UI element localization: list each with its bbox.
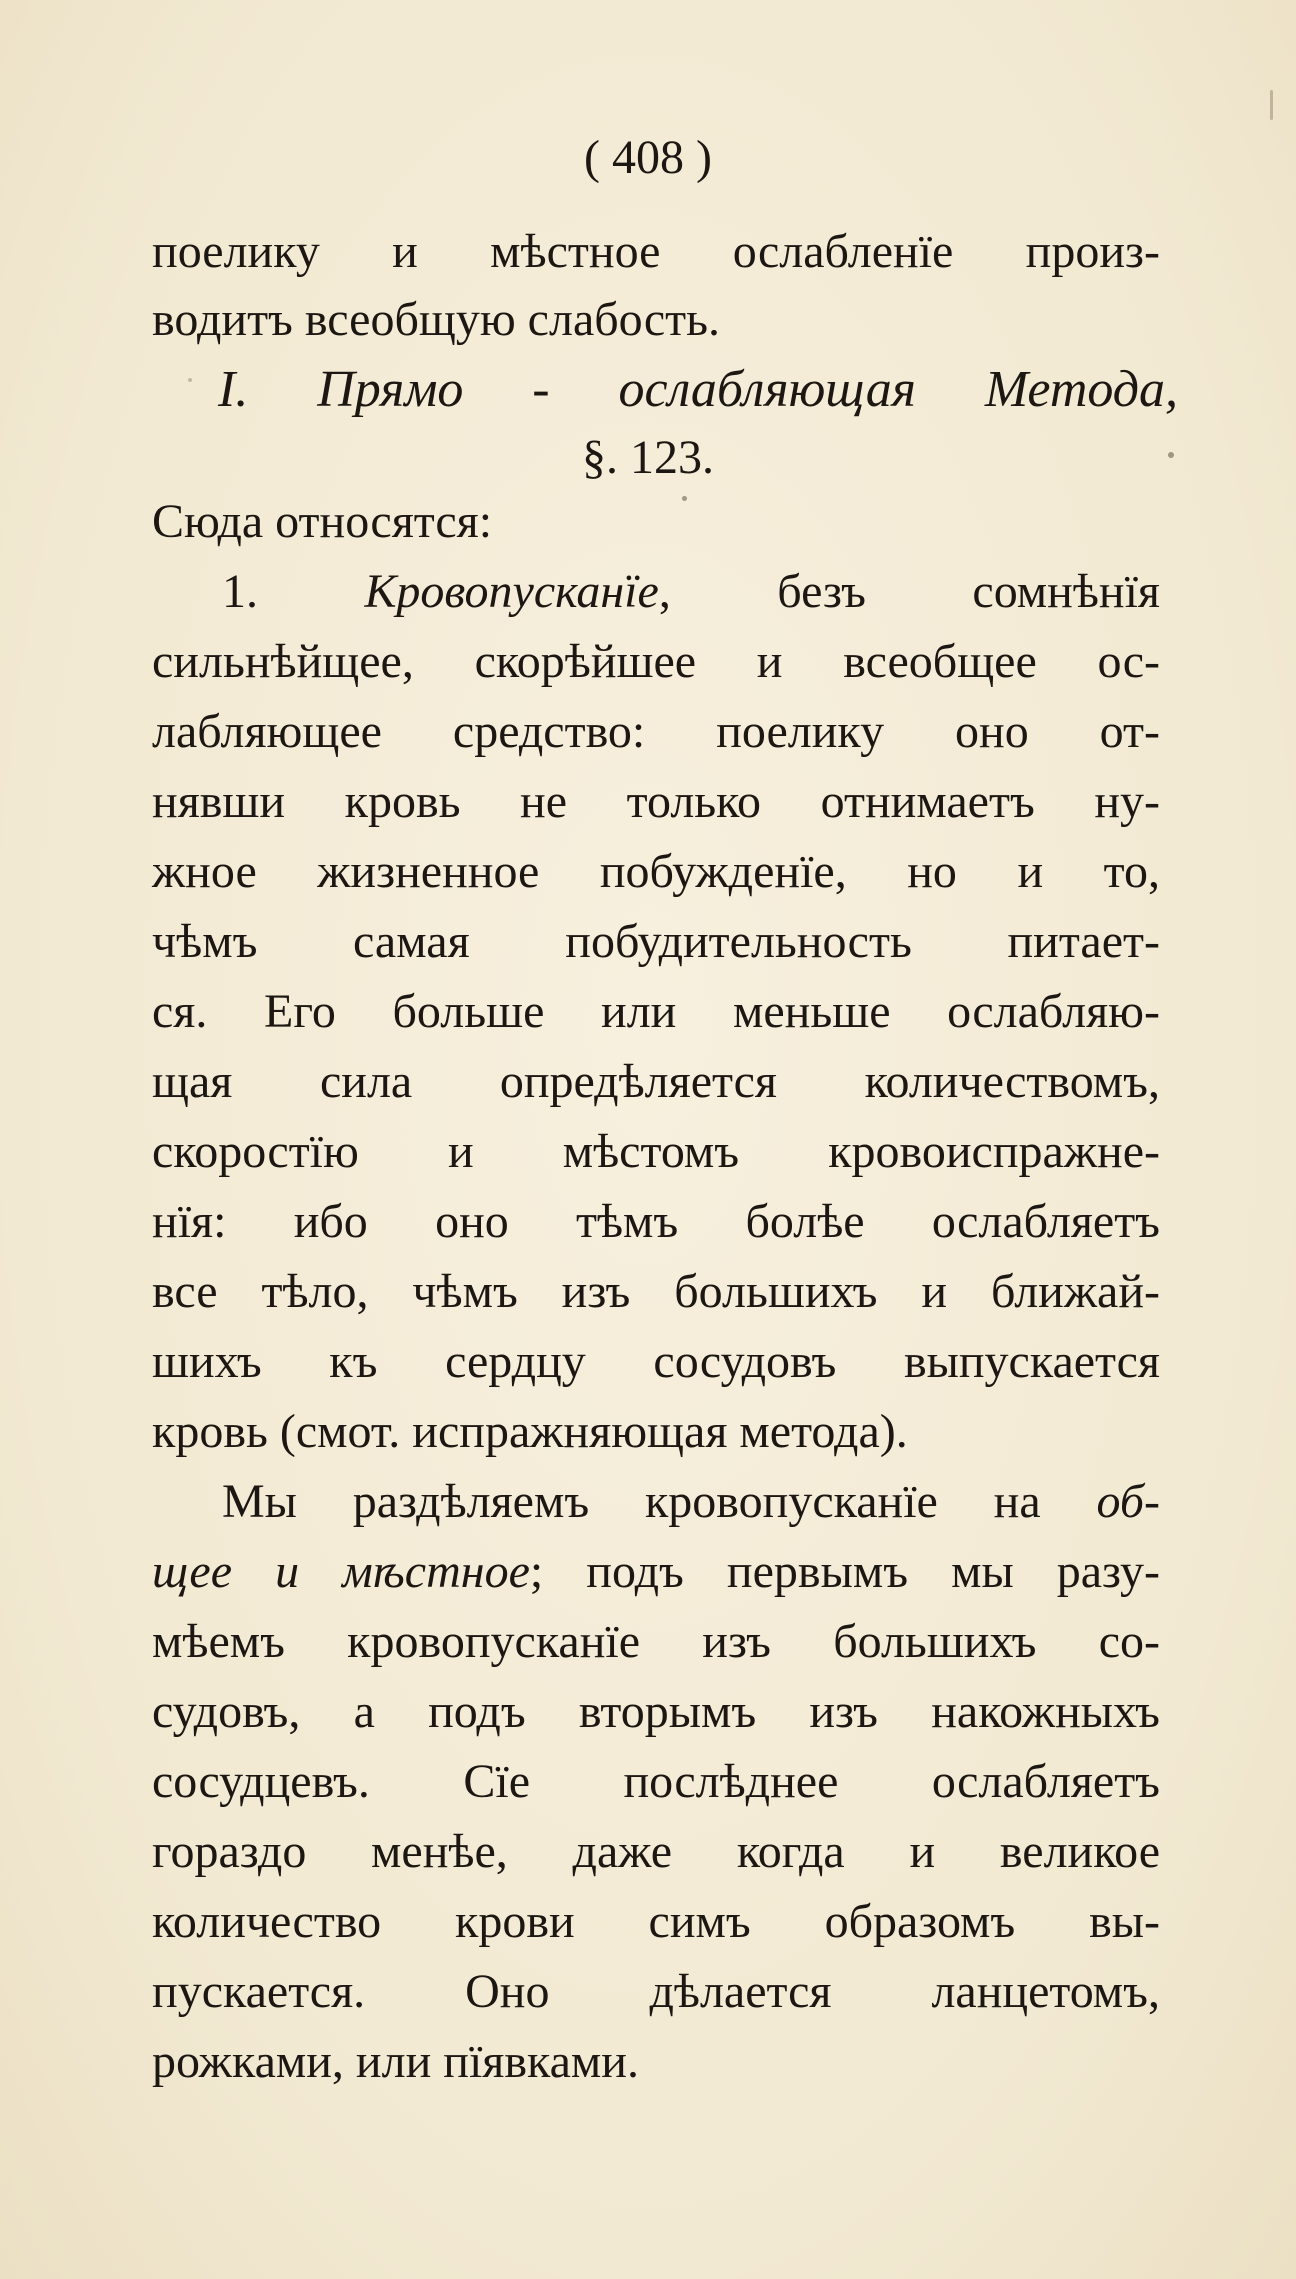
italic-term: щее и мѣстное <box>152 1545 530 1598</box>
ink-speck <box>682 496 687 501</box>
text-line: все тѣло, чѣмъ изъ большихъ и ближай- <box>152 1265 1160 1318</box>
page-number: ( 408 ) <box>584 131 712 184</box>
text-line: Сюда относятся: <box>152 495 493 548</box>
text-line: сильнѣйщее, скорѣйшее и всеобщее ос- <box>152 635 1160 688</box>
text-line: лабляющее средство: поелику оно от- <box>152 705 1160 758</box>
text-line: чѣмъ самая побудительность питает- <box>152 915 1160 968</box>
text-line: нявши кровь не только отнимаетъ ну- <box>152 775 1160 828</box>
paragraph-number: §. 123. <box>582 431 714 484</box>
text-line: шихъ къ сердцу сосудовъ выпускается <box>152 1335 1160 1388</box>
text-line: поелику и мѣстное ослабленїе произ- <box>152 225 1160 278</box>
text-line: рожками, или пїявками. <box>152 2035 639 2088</box>
text-line: количество крови симъ образомъ вы- <box>152 1895 1160 1948</box>
text-line: нїя: ибо оно тѣмъ болѣе ослабляетъ <box>152 1195 1160 1248</box>
italic-term: об- <box>1096 1475 1160 1528</box>
text-line-para-2 <box>222 1472 1160 1532</box>
item-number: 1. <box>222 565 365 618</box>
text-line: сосудцевъ. Сїе послѣднее ослабляетъ <box>152 1755 1160 1808</box>
text-line: пускается. Оно дѣлается ланцетомъ, <box>152 1965 1160 2018</box>
text-line: водитъ всеобщую слабость. <box>152 293 721 346</box>
text-line: кровь (смот. испражняющая метода). <box>152 1405 908 1458</box>
text-segment: Мы раздѣляемъ кровопусканїе на <box>222 1475 1097 1528</box>
text-line: жное жизненное побужденїе, но и то, <box>152 845 1160 898</box>
text-segment: , безъ сомнѣнїя <box>658 565 1161 618</box>
text-line-mixed <box>152 1542 1160 1602</box>
text-line-item-1 <box>222 562 1160 622</box>
page-edge-mark <box>1270 90 1273 120</box>
text-line: судовъ, а подъ вторымъ изъ накожныхъ <box>152 1685 1160 1738</box>
ink-speck <box>188 378 192 382</box>
text-line: мѣемъ кровопусканїе изъ большихъ со- <box>152 1615 1160 1668</box>
text-line: щая сила опредѣляется количествомъ, <box>152 1055 1160 1108</box>
text-segment: ; подъ первымъ мы разу- <box>529 1545 1160 1598</box>
ink-speck <box>1168 452 1174 458</box>
text-line: гораздо менѣе, даже когда и великое <box>152 1825 1160 1878</box>
italic-term: Кровопусканїе <box>364 565 659 618</box>
section-heading: I. Прямо - ослабляющая Метода, <box>218 361 1178 418</box>
text-line: скоростїю и мѣстомъ кровоиспражне- <box>152 1125 1160 1178</box>
text-line: ся. Его больше или меньше ослабляю- <box>152 985 1160 1038</box>
